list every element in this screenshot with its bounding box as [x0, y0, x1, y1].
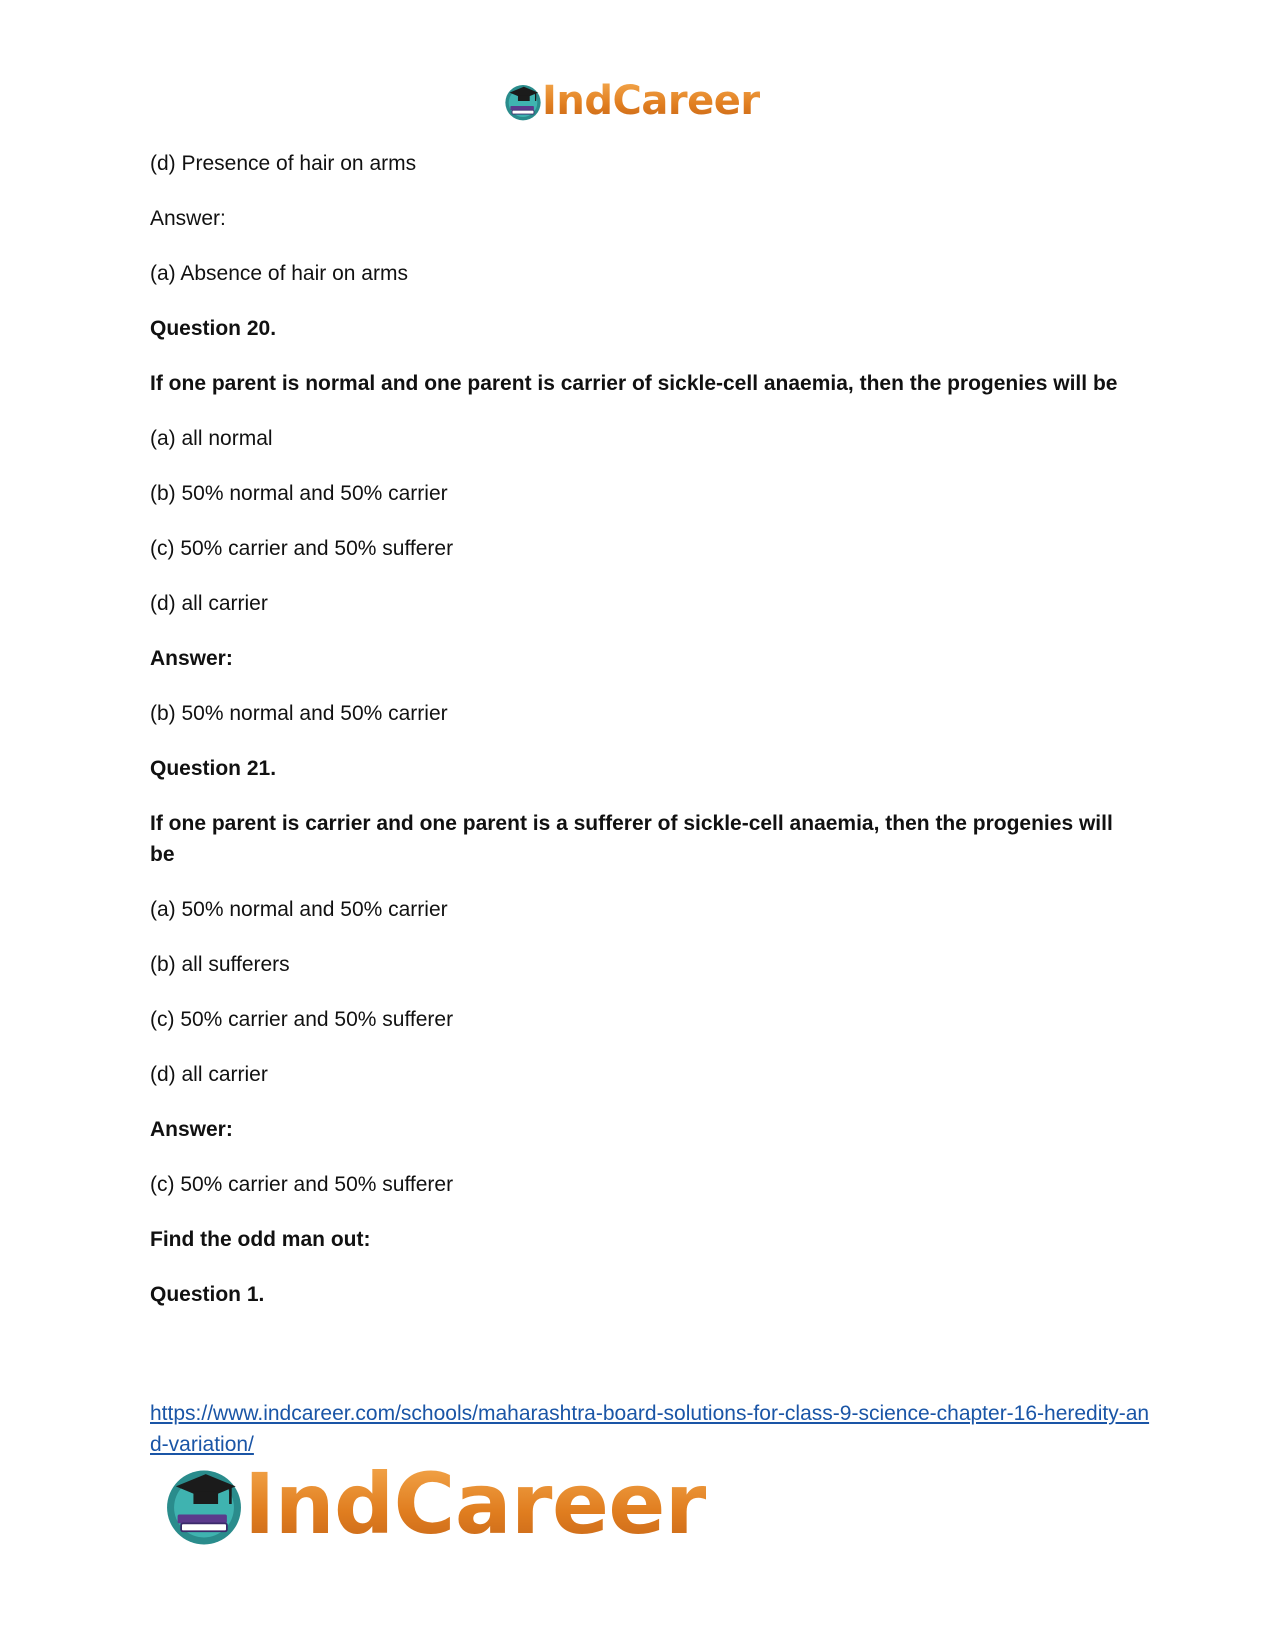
logo-globe-icon	[502, 80, 544, 122]
answer-text: (a) Absence of hair on arms	[150, 262, 408, 285]
answer-label: Answer:	[150, 1118, 233, 1141]
question-text: If one parent is normal and one parent is carrier of sickle-cell anaemia, then the progenies will be	[150, 372, 1118, 395]
answer-text: (b) 50% normal and 50% carrier	[150, 702, 448, 725]
section-heading: Find the odd man out:	[150, 1228, 371, 1251]
footer-logo	[160, 1455, 706, 1553]
option-b: (b) 50% normal and 50% carrier	[150, 482, 448, 505]
question-text: If one parent is carrier and one parent is a sufferer of sickle-cell anaemia, then the progenies will be	[150, 812, 1113, 866]
option-d: (d) all carrier	[150, 592, 268, 615]
logo-wordmark: IndCareer	[542, 78, 760, 124]
source-url-link[interactable]: https://www.indcareer.com/schools/maharashtra-board-solutions-for-class-9-science-chapter-16-heredity-and-variation/	[150, 1402, 1150, 1456]
answer-label: Answer:	[150, 207, 226, 230]
question-heading: Question 21.	[150, 757, 277, 780]
question-heading: Question 20.	[150, 317, 277, 340]
logo-wordmark: IndCareer	[244, 1455, 706, 1553]
answer-text: (c) 50% carrier and 50% sufferer	[150, 1173, 454, 1196]
logo-globe-icon	[160, 1460, 248, 1548]
option-d: (d) all carrier	[150, 1063, 268, 1086]
document-body	[150, 148, 1130, 1334]
option-c: (c) 50% carrier and 50% sufferer	[150, 537, 454, 560]
option-a: (a) 50% normal and 50% carrier	[150, 898, 448, 921]
option-c: (c) 50% carrier and 50% sufferer	[150, 1008, 454, 1031]
question-heading: Question 1.	[150, 1283, 265, 1306]
option-b: (b) all sufferers	[150, 953, 290, 976]
answer-label: Answer:	[150, 647, 233, 670]
option-d-hair: (d) Presence of hair on arms	[150, 152, 417, 175]
option-a: (a) all normal	[150, 427, 273, 450]
header-logo	[502, 80, 760, 122]
